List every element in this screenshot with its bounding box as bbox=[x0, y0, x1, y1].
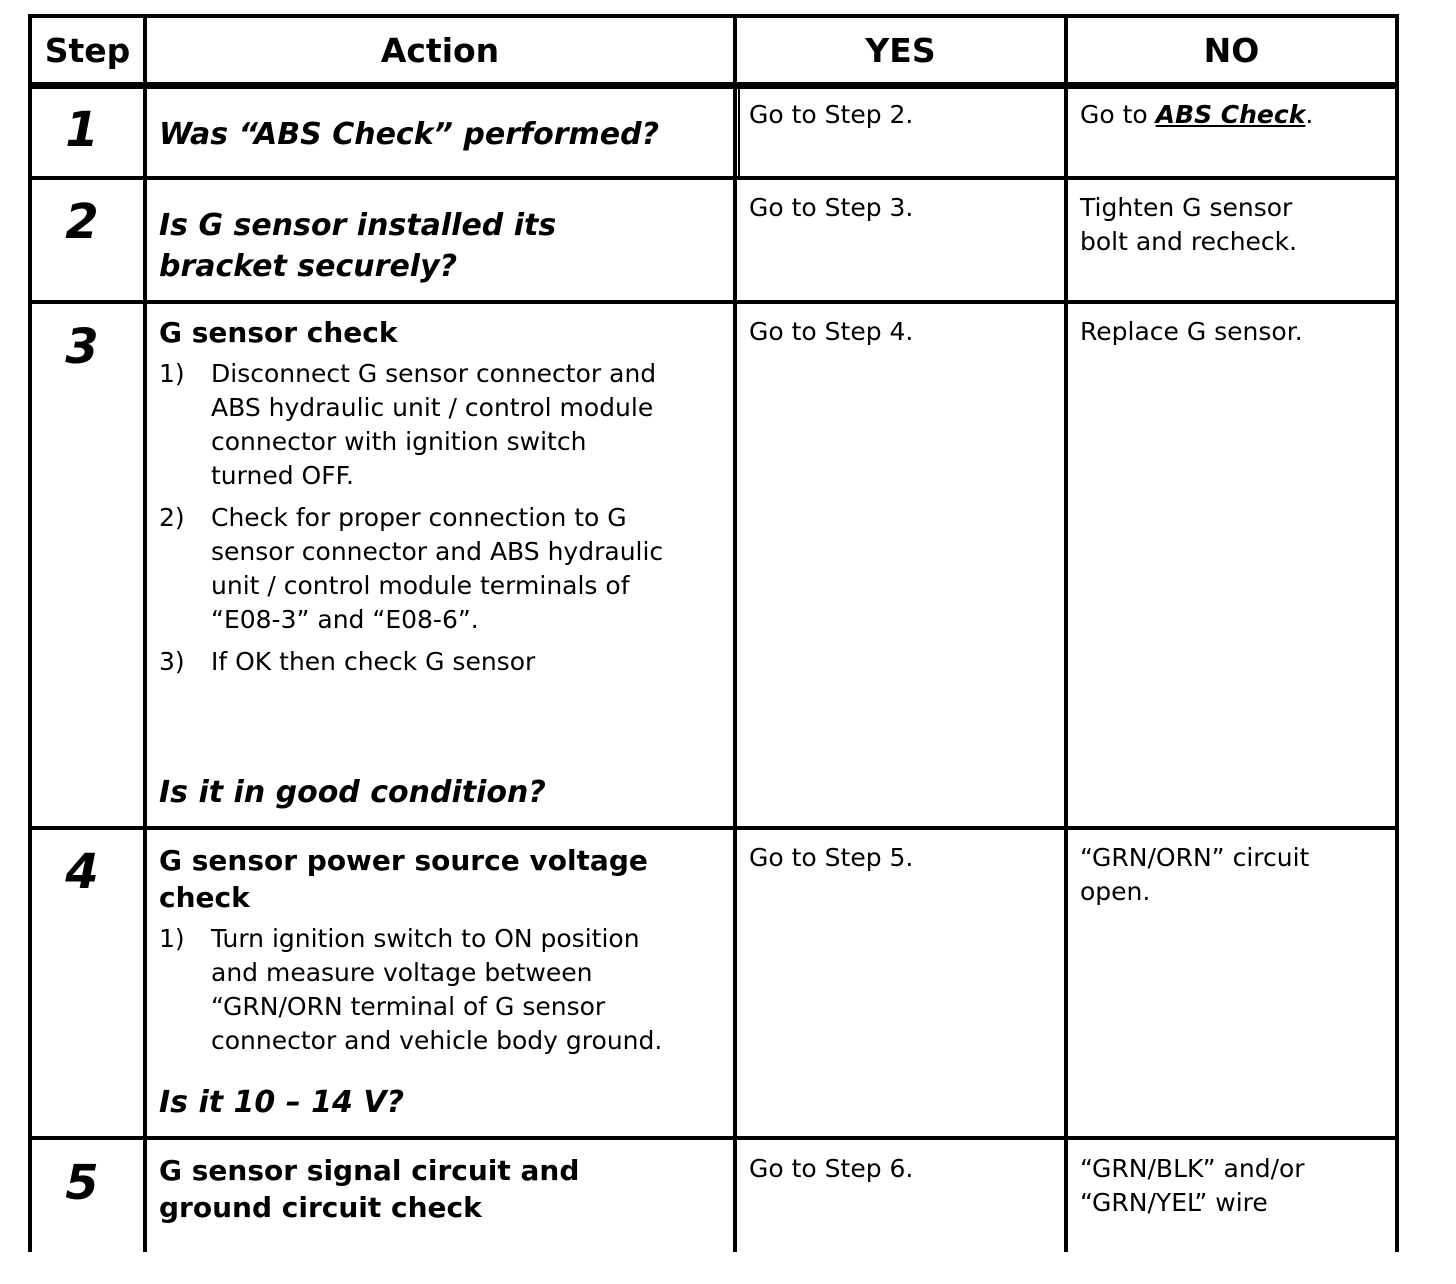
question-line: Is G sensor installed its bbox=[159, 208, 557, 243]
no-line: “GRN/ORN” circuit bbox=[1080, 843, 1310, 872]
item-number: 3) bbox=[159, 647, 185, 676]
procedure-item bbox=[159, 922, 729, 1058]
action-question: Is it in good condition? bbox=[159, 775, 546, 810]
step-number: 5 bbox=[65, 1155, 99, 1211]
no-text: Replace G sensor. bbox=[1080, 317, 1303, 346]
item-line: and measure voltage between bbox=[211, 958, 593, 987]
item-line: “GRN/ORN terminal of G sensor bbox=[211, 992, 606, 1021]
header-action: Action bbox=[380, 31, 500, 70]
procedure-list bbox=[159, 922, 729, 1058]
yes-text: Go to Step 6. bbox=[749, 1154, 914, 1183]
header-yes: YES bbox=[865, 31, 936, 70]
action-question bbox=[159, 205, 729, 287]
step-number: 4 bbox=[65, 844, 99, 900]
item-number: 2) bbox=[159, 503, 185, 532]
no-line: open. bbox=[1080, 877, 1151, 906]
no-text bbox=[1080, 98, 1390, 132]
column-divider bbox=[143, 14, 147, 1252]
no-text-prefix: Go to bbox=[1080, 100, 1156, 129]
step-number: 1 bbox=[65, 102, 99, 158]
item-line: ABS hydraulic unit / control module bbox=[211, 393, 654, 422]
item-line: “E08-3” and “E08-6”. bbox=[211, 605, 479, 634]
header-step: Step bbox=[44, 31, 131, 70]
item-line: sensor connector and ABS hydraulic bbox=[211, 537, 664, 566]
no-line: bolt and recheck. bbox=[1080, 227, 1298, 256]
procedure-item bbox=[159, 645, 729, 679]
action-title-line: G sensor signal circuit and bbox=[159, 1154, 580, 1187]
no-text bbox=[1080, 191, 1390, 259]
action-title-line: ground circuit check bbox=[159, 1191, 482, 1224]
row-divider bbox=[28, 300, 1399, 304]
header-no: NO bbox=[1203, 31, 1260, 70]
step-number: 3 bbox=[65, 319, 99, 375]
item-line: Disconnect G sensor connector and bbox=[211, 359, 657, 388]
yes-text: Go to Step 3. bbox=[749, 193, 914, 222]
no-line: Tighten G sensor bbox=[1080, 193, 1293, 222]
item-line: If OK then check G sensor bbox=[211, 647, 536, 676]
column-divider bbox=[733, 14, 737, 1252]
row1-extra-divider bbox=[738, 88, 740, 178]
no-text bbox=[1080, 841, 1390, 909]
column-divider bbox=[1064, 14, 1068, 1252]
abs-check-link[interactable]: ABS Check bbox=[1155, 100, 1306, 129]
step-number: 2 bbox=[65, 194, 99, 250]
item-line: unit / control module terminals of bbox=[211, 571, 630, 600]
item-line: turned OFF. bbox=[211, 461, 354, 490]
yes-text: Go to Step 2. bbox=[749, 100, 914, 129]
no-line: “GRN/BLK” and/or bbox=[1080, 1154, 1305, 1183]
action-question: Was “ABS Check” performed? bbox=[159, 117, 659, 152]
row-divider bbox=[28, 826, 1399, 830]
question-line: bracket securely? bbox=[159, 249, 458, 284]
table-border-right bbox=[1395, 14, 1399, 1252]
procedure-item bbox=[159, 501, 729, 637]
item-number: 1) bbox=[159, 924, 185, 953]
yes-text: Go to Step 4. bbox=[749, 317, 914, 346]
item-line: Check for proper connection to G bbox=[211, 503, 627, 532]
item-line: connector with ignition switch bbox=[211, 427, 587, 456]
action-cell bbox=[159, 842, 729, 1066]
no-text bbox=[1080, 1152, 1390, 1220]
no-line: “GRN/YEL” wire bbox=[1080, 1188, 1268, 1217]
action-title: G sensor check bbox=[159, 316, 398, 349]
header-divider-2 bbox=[28, 86, 1399, 89]
procedure-list bbox=[159, 357, 729, 679]
procedure-item bbox=[159, 357, 729, 493]
action-cell bbox=[159, 1152, 729, 1226]
row-divider bbox=[28, 176, 1399, 180]
yes-text: Go to Step 5. bbox=[749, 843, 914, 872]
row-divider bbox=[28, 1136, 1399, 1140]
diagnostic-table bbox=[28, 14, 1399, 1264]
action-title-line: G sensor power source voltage bbox=[159, 844, 648, 877]
action-question: Is it 10 – 14 V? bbox=[159, 1085, 404, 1120]
action-title-line: check bbox=[159, 881, 250, 914]
item-line: connector and vehicle body ground. bbox=[211, 1026, 663, 1055]
item-line: Turn ignition switch to ON position bbox=[211, 924, 640, 953]
action-cell bbox=[159, 314, 729, 687]
item-number: 1) bbox=[159, 359, 185, 388]
no-text-suffix: . bbox=[1305, 100, 1314, 129]
